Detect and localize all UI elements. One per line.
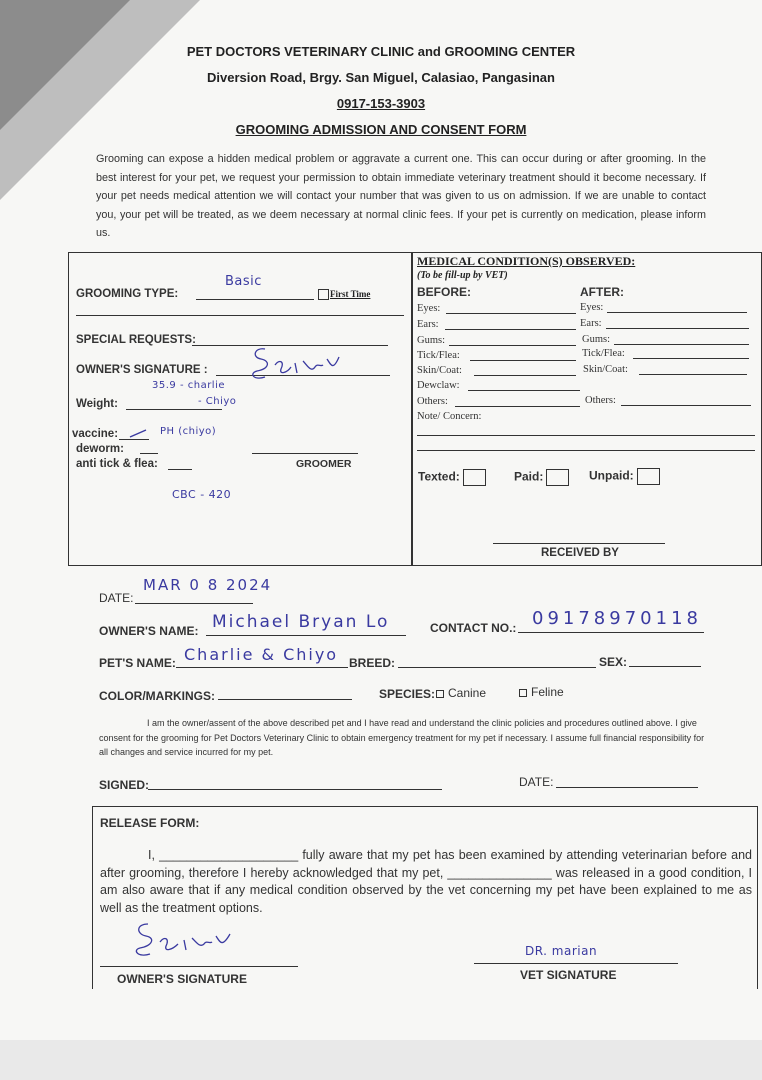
- antitick-line[interactable]: [168, 469, 192, 470]
- after-label: AFTER:: [580, 285, 624, 299]
- sex-label: SEX:: [599, 655, 628, 669]
- owner-name-line[interactable]: [206, 635, 406, 636]
- antitick-label: anti tick & flea:: [76, 458, 158, 470]
- intro-paragraph: Grooming can expose a hidden medical problem or aggravate a current one. This can occur during or after grooming. In the best interest for your pet, we request your permission to obtain immediate veterinary treatment should it become necessary. If your pet needs medical attention we will contact your number that was given to us on admission. If we are unable to contact you, your pet will be treated, as we deem necessary at normal clinic fees. If your pet is currently on medication, please inform us.: [96, 153, 706, 240]
- after-eyes-label: Eyes:: [580, 302, 604, 313]
- date-value: MAR 0 8 2024: [143, 576, 273, 594]
- unpaid-label: Unpaid:: [589, 468, 634, 483]
- groomer-sig-line[interactable]: [252, 453, 358, 454]
- feline-checkbox[interactable]: [519, 689, 527, 697]
- grooming-type-line: [196, 299, 314, 300]
- contact-value: 09178970118: [532, 608, 702, 629]
- medical-subtitle: (To be fill-up by VET): [417, 270, 508, 281]
- weight-value-charlie: 35.9 - charlie: [152, 380, 226, 391]
- received-by-label: RECEIVED BY: [541, 547, 619, 559]
- texted-checkbox[interactable]: [463, 469, 486, 486]
- after-tickflea-label: Tick/Flea:: [582, 348, 625, 359]
- grooming-extra-line: [76, 315, 404, 316]
- contact-label: CONTACT NO.:: [430, 621, 517, 635]
- vet-sig-line[interactable]: [474, 963, 678, 964]
- after-tickflea-line[interactable]: [633, 358, 749, 359]
- color-markings-line[interactable]: [218, 699, 352, 700]
- weight-label: Weight:: [76, 398, 118, 410]
- before-eyes-label: Eyes:: [417, 303, 441, 314]
- release-title: RELEASE FORM:: [100, 816, 200, 830]
- breed-label: BREED:: [349, 656, 396, 670]
- signed-line[interactable]: [148, 789, 442, 790]
- pet-name-line[interactable]: [176, 667, 348, 668]
- form-title: GROOMING ADMISSION AND CONSENT FORM: [235, 122, 527, 137]
- breed-line[interactable]: [398, 667, 596, 668]
- release-owner-signature-scribble: [130, 918, 240, 962]
- weight-value-chiyo: - Chiyo: [198, 396, 237, 407]
- before-dewclaw-label: Dewclaw:: [417, 380, 460, 391]
- owner-name-label: OWNER'S NAME:: [99, 624, 199, 638]
- before-eyes-line[interactable]: [446, 313, 576, 314]
- consent-paragraph: I am the owner/assent of the above described pet and I have read and understand the clinic policies and procedures outlined above. I give consent for the grooming for Pet Doctors Veterinary Clinic to obtain emergency treatment for my pet if necessary. I assume full financial responsibility for all changes and service incurred for my pet.: [99, 718, 705, 757]
- before-others-label: Others:: [417, 396, 448, 407]
- cbc-note: CBC - 420: [172, 488, 232, 501]
- species-canine-option[interactable]: [436, 686, 486, 700]
- before-ears-line[interactable]: [445, 329, 576, 330]
- medical-title: MEDICAL CONDITION(S) OBSERVED:: [417, 254, 636, 268]
- note-line-2[interactable]: [417, 450, 755, 451]
- before-gums-line[interactable]: [449, 345, 576, 346]
- after-gums-label: Gums:: [582, 334, 611, 345]
- before-gums-label: Gums:: [417, 335, 446, 346]
- feline-label: Feline: [531, 685, 564, 699]
- before-tickflea-label: Tick/Flea:: [417, 350, 460, 361]
- after-gums-line[interactable]: [614, 344, 749, 345]
- note-line-1[interactable]: [417, 435, 755, 436]
- paid-checkbox[interactable]: [546, 469, 569, 486]
- vaccine-check-mark: [128, 428, 148, 440]
- after-ears-label: Ears:: [580, 318, 602, 329]
- clinic-address: Diversion Road, Brgy. San Miguel, Calasiao, Pangasinan: [207, 70, 555, 85]
- consent-date-line[interactable]: [556, 787, 698, 788]
- release-owner-sig-label: OWNER'S SIGNATURE: [117, 972, 247, 986]
- box-divider: [411, 252, 413, 566]
- after-others-label: Others:: [585, 395, 616, 406]
- texted-label: Texted:: [418, 469, 460, 484]
- canine-label: Canine: [448, 686, 487, 700]
- species-feline-option[interactable]: [519, 685, 564, 699]
- color-markings-label: COLOR/MARKINGS:: [99, 689, 215, 703]
- clinic-name: PET DOCTORS VETERINARY CLINIC and GROOMING CENTER: [186, 44, 576, 59]
- unpaid-checkbox[interactable]: [637, 468, 660, 485]
- paid-label: Paid:: [514, 469, 544, 484]
- vaccine-value: PH (chiyo): [160, 426, 217, 437]
- scan-bottom-shade: [0, 1040, 762, 1080]
- before-tickflea-line[interactable]: [470, 360, 576, 361]
- received-by-line[interactable]: [493, 543, 665, 544]
- canine-checkbox[interactable]: [436, 690, 444, 698]
- vet-sig-label: VET SIGNATURE: [520, 968, 617, 982]
- first-time-label: First Time: [330, 289, 371, 299]
- owner-name-value: Michael Bryan Lo: [212, 612, 390, 632]
- before-skincoat-label: Skin/Coat:: [417, 365, 462, 376]
- vet-name: DR. marian: [525, 944, 598, 958]
- pet-name-value: Charlie & Chiyo: [184, 645, 339, 664]
- before-ears-label: Ears:: [417, 319, 439, 330]
- grooming-type-label: GROOMING TYPE:: [76, 288, 179, 300]
- date-line[interactable]: [135, 603, 253, 604]
- consent-date-label: DATE:: [519, 775, 554, 789]
- date-label: DATE:: [99, 591, 134, 605]
- signed-label: SIGNED:: [99, 778, 150, 792]
- release-paragraph: I, ____________________ fully aware that my pet has been examined by attending veterinarian before and after grooming, therefore I hereby acknowledged that my pet, _______________ was released in a good condition, I am also aware that if any medical condition observed by the vet concerning my pet have been explained to me as well as the treatment options.: [100, 848, 752, 915]
- note-concern-label: Note/ Concern:: [417, 411, 482, 422]
- grooming-type-value[interactable]: Basic: [225, 274, 262, 289]
- paid-field: [514, 469, 569, 486]
- deworm-label: deworm:: [76, 443, 124, 455]
- before-dewclaw-line[interactable]: [468, 390, 580, 391]
- special-requests-label: SPECIAL REQUESTS:: [76, 334, 196, 346]
- before-label: BEFORE:: [417, 285, 471, 299]
- texted-field: [418, 469, 486, 486]
- release-owner-sig-line[interactable]: [100, 966, 298, 967]
- first-time-checkbox[interactable]: [318, 289, 329, 300]
- after-ears-line[interactable]: [606, 328, 749, 329]
- pet-name-label: PET'S NAME:: [99, 656, 176, 670]
- owner-signature-scribble: [245, 343, 345, 385]
- before-skincoat-line[interactable]: [474, 375, 576, 376]
- groomer-label: GROOMER: [296, 458, 352, 470]
- clinic-phone: 0917-153-3903: [336, 96, 426, 111]
- owner-signature-label: OWNER'S SIGNATURE :: [76, 364, 208, 376]
- after-skincoat-label: Skin/Coat:: [583, 364, 628, 375]
- sex-line[interactable]: [629, 666, 701, 667]
- species-label: SPECIES:: [379, 687, 436, 701]
- after-eyes-line[interactable]: [607, 312, 747, 313]
- contact-line[interactable]: [518, 632, 704, 633]
- after-skincoat-line[interactable]: [639, 374, 747, 375]
- before-others-line[interactable]: [455, 406, 580, 407]
- unpaid-field: [589, 468, 660, 485]
- vaccine-label: vaccine:: [72, 428, 119, 440]
- deworm-line[interactable]: [140, 453, 158, 454]
- weight-line[interactable]: [126, 409, 222, 410]
- after-others-line[interactable]: [621, 405, 751, 406]
